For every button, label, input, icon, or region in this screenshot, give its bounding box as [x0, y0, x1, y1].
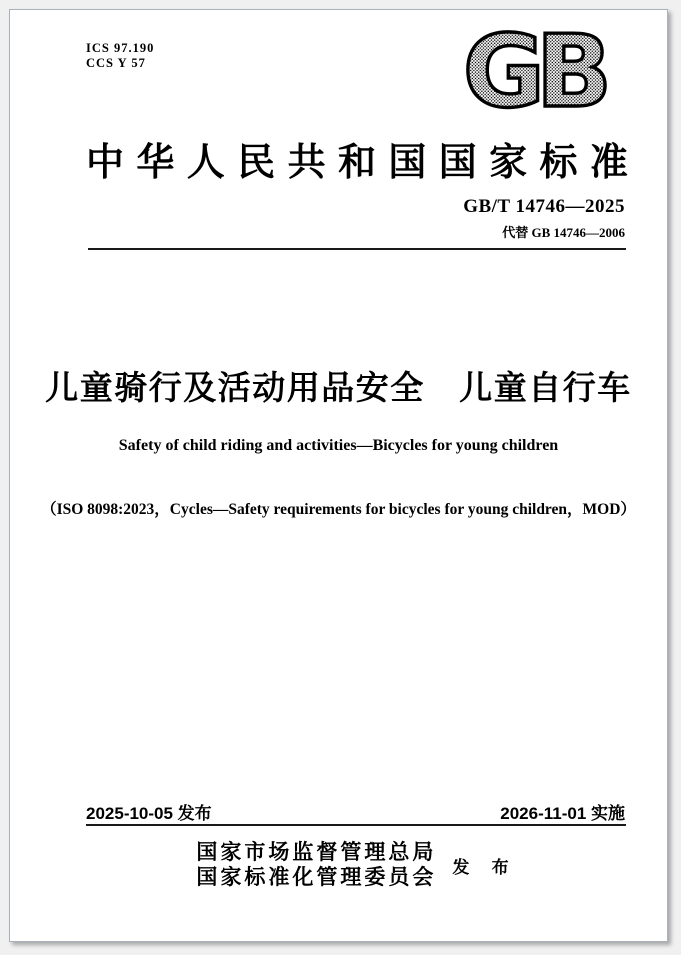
issuer-line-2: 国家标准化管理委员会	[196, 864, 437, 889]
issue-date: 2025-10-05 发布	[86, 804, 212, 823]
issue-label: 发 布	[452, 858, 518, 878]
footer-divider-rule	[86, 824, 626, 826]
ccs-code: CCS Y 57	[86, 55, 146, 70]
issuer-names	[196, 840, 436, 889]
classification-codes	[86, 41, 154, 71]
document-title-english: Safety of child riding and activities—Bicycles for young children	[118, 437, 559, 454]
gb-logo-text: GB	[462, 28, 604, 112]
document-title-chinese: 儿童骑行及活动用品安全 儿童自行车	[45, 369, 632, 406]
standard-number: GB/T 14746—2025	[463, 196, 625, 217]
header-divider-rule	[88, 248, 626, 250]
gb-logo-svg	[457, 28, 609, 112]
implementation-date: 2026-11-01 实施	[500, 804, 625, 823]
gb-standard-logo-icon	[457, 28, 609, 112]
issuer-block	[86, 840, 628, 889]
ics-code: ICS 97.190	[86, 41, 155, 55]
standard-cover-page	[9, 9, 668, 942]
issuer-line-1: 国家市场监督管理总局	[196, 840, 437, 864]
iso-reference-line: （ISO 8098:2023，Cycles—Safety requirements for bicycles for young children，MOD）	[41, 501, 636, 518]
replaces-note: 代替 GB 14746—2006	[502, 225, 625, 240]
national-standard-heading: 中 华 人 民 共 和 国 国 家 标 准	[86, 142, 628, 184]
